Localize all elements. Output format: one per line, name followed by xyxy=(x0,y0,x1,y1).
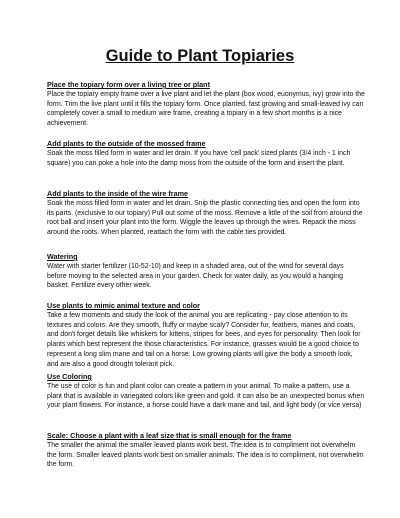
section-heading: Use plants to mimic animal texture and color xyxy=(47,301,200,310)
section-coloring xyxy=(47,372,365,411)
section-heading: Scale: Choose a plant with a leaf size that is small enough for the frame xyxy=(47,431,292,440)
section-body: Place the topiary empty frame over a live plant and let the plant (box wood, euonymus, ivy) grow into the form. Trim the live plant until it fills the topiary form. Once planted, fast growing and small-leaved ivy can completely cover a small to medium wire frame, creating a topiary in a few short months is a nice achievement. xyxy=(47,90,365,128)
section-body: Soak the moss filled form in water and let drain. If you have 'cell pack' sized plants (3/4 inch - 1 inch square) you can poke a hole into the damp moss from the outside of the form and insert the plant. xyxy=(47,149,351,167)
section-body: Soak the moss filled form in water and let drain. Snip the plastic connecting ties and open the form into its parts. (exclusive to our topiary) Pull out some of the moss. Remove a little of the soil from around the root ball and insert your plant into the form. Wiggle the leaves up through the wires. Repack the moss around the roots. When planted, reattach the form with the cable ties provided. xyxy=(47,199,363,237)
section-heading: Use Coloring xyxy=(47,372,92,381)
section-heading: Add plants to the inside of the wire frame xyxy=(47,189,188,198)
section-heading: Watering xyxy=(47,252,78,261)
section-outside-frame xyxy=(47,139,365,168)
section-watering xyxy=(47,252,365,291)
section-body: The smaller the animal the smaller leaved plants work best. The idea is to compliment not overwhelm the form. Smaller leaved plants work best on smaller animals. The idea is to compliment, not overwhelm the form. xyxy=(47,441,364,469)
section-living-plant xyxy=(47,80,365,129)
section-body: Water with starter fertilizer (10-52-10) and keep in a shaded area, out of the wind for several days before moving to the selected area in your garden. Check for water daily, as you would a hanging basket. Fertilize every other week. xyxy=(47,262,344,290)
section-animal-texture xyxy=(47,301,365,370)
page-title: Guide to Plant Topiaries xyxy=(105,47,295,65)
section-scale xyxy=(47,431,365,470)
section-inside-frame xyxy=(47,189,365,238)
section-body: The use of color is fun and plant color can create a pattern in your animal. To make a pattern, use a plant that is available in variegated colors like green and gold. It can also be an unexpected bonus when your plant flowers. For instance, a horse could have a dark mane and tail, and light body (or vice versa) xyxy=(47,382,365,410)
section-body: Take a few moments and study the look of the animal you are replicating - pay close attention to its textures and colors. Are they smooth, fluffy or maybe scaly? Consider fur, feathers, manes and coats, and don't forget details like whiskers for kittens, stripes for bees, and eyes for personality. Then look for plants which best represent the those characteristics. For instance, grasses would be a good choice to represent a long slim mane and tail on a horse. Low growing plants will give the body a smooth look, and are also a good drought tolerant pick. xyxy=(47,311,361,368)
section-heading: Place the topiary form over a living tree or plant xyxy=(47,80,210,89)
section-heading: Add plants to the outside of the mossed frame xyxy=(47,139,206,148)
